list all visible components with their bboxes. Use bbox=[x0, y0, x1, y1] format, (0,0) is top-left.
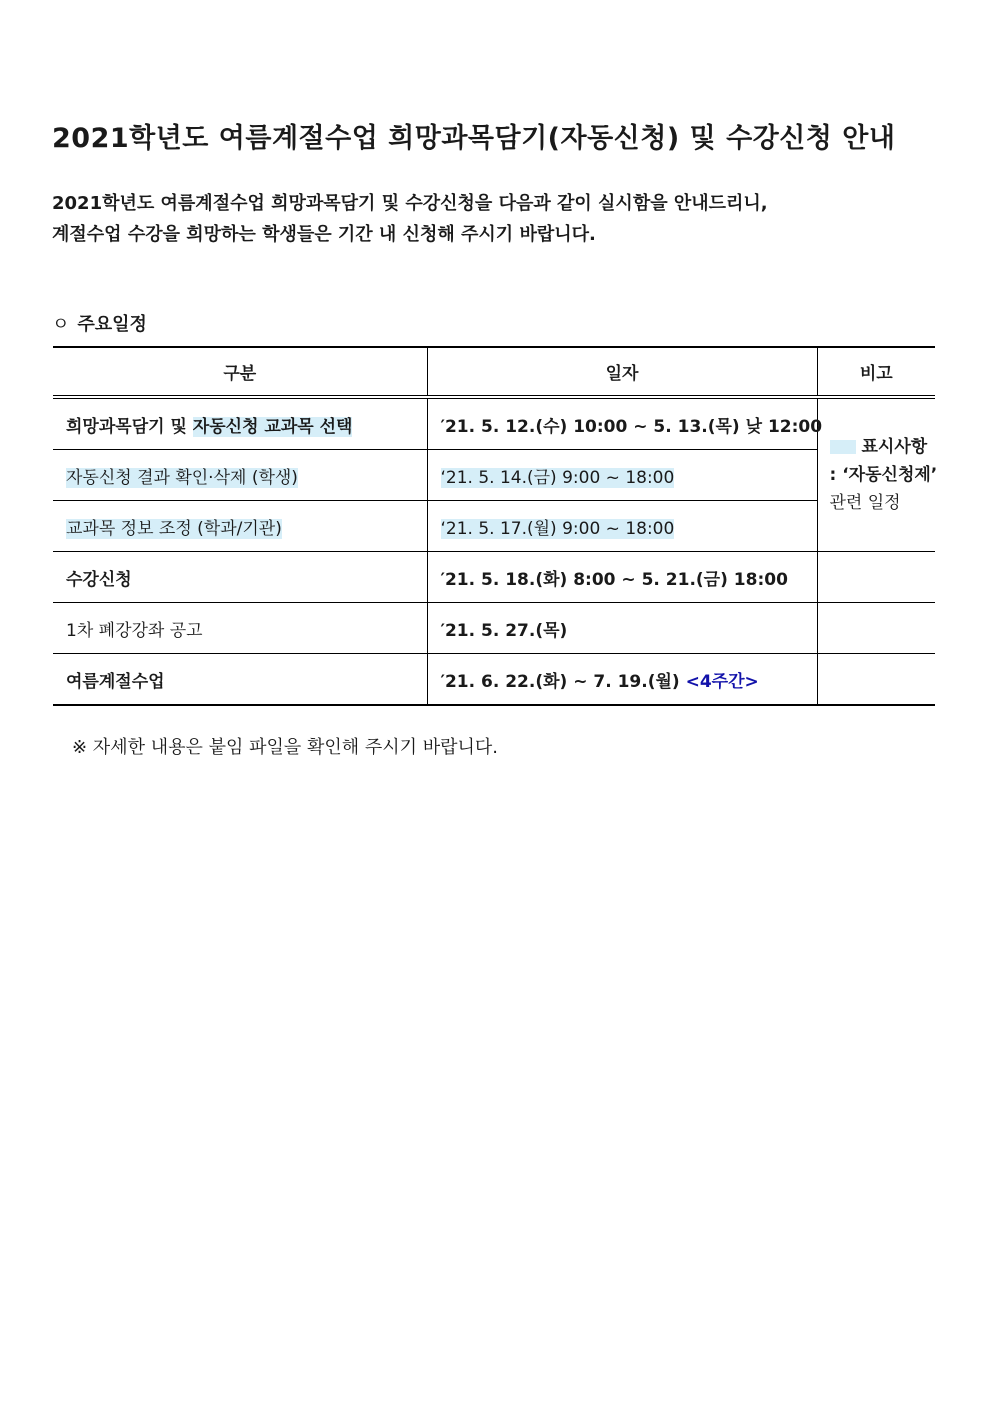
section-label: 주요일정 bbox=[77, 314, 147, 335]
schedule-table bbox=[53, 346, 938, 706]
intro-line-1: 2021학년도 여름계절수업 희망과목담기 및 수강신청을 다음과 같이 실시함을 안내드리니, bbox=[52, 193, 768, 214]
table-row bbox=[53, 450, 935, 501]
row-date bbox=[427, 654, 817, 706]
table-header-row bbox=[53, 347, 935, 397]
row-item: 여름계절수업 bbox=[53, 654, 427, 706]
row-date bbox=[427, 450, 817, 501]
highlight-swatch bbox=[830, 440, 856, 454]
section-heading bbox=[52, 310, 147, 336]
bullet-icon: ㅇ bbox=[52, 314, 70, 335]
row-date-text: ′21. 6. 22.(화) ~ 7. 19.(월) bbox=[440, 671, 680, 692]
remarks-line-2: : ‘자동신청제’ bbox=[829, 465, 938, 485]
row-item-highlight: 자동신청 교과목 선택 bbox=[192, 416, 353, 437]
row-date-highlight: ‘21. 5. 14.(금) 9:00 ~ 18:00 bbox=[440, 467, 675, 488]
row-date: ′21. 5. 12.(수) 10:00 ~ 5. 13.(목) 낮 12:00 bbox=[427, 397, 817, 450]
intro-text bbox=[52, 188, 768, 250]
row-item-highlight: 자동신청 결과 확인·삭제 (학생) bbox=[66, 467, 298, 488]
header-remarks: 비고 bbox=[817, 347, 935, 397]
row-item bbox=[53, 450, 427, 501]
remarks-line-3: 관련 일정 bbox=[829, 493, 901, 513]
intro-line-2: 계절수업 수강을 희망하는 학생들은 기간 내 신청해 주시기 바랍니다. bbox=[52, 224, 596, 245]
row-item bbox=[53, 501, 427, 552]
table-row bbox=[53, 603, 935, 654]
header-date: 일자 bbox=[427, 347, 817, 397]
header-category: 구분 bbox=[53, 347, 427, 397]
row-item-highlight: 교과목 정보 조정 (학과/기관) bbox=[66, 518, 282, 539]
row-date bbox=[427, 501, 817, 552]
table-row bbox=[53, 397, 935, 450]
row-remarks bbox=[817, 603, 935, 654]
row-item: 1차 폐강강좌 공고 bbox=[53, 603, 427, 654]
remarks-note bbox=[817, 397, 938, 552]
row-remarks bbox=[817, 654, 935, 706]
row-item: 수강신청 bbox=[53, 552, 427, 603]
page-title: 2021학년도 여름계절수업 희망과목담기(자동신청) 및 수강신청 안내 bbox=[52, 123, 896, 154]
row-date-highlight: ‘21. 5. 17.(월) 9:00 ~ 18:00 bbox=[440, 518, 675, 539]
duration-note: <4주간> bbox=[685, 671, 759, 692]
row-remarks bbox=[817, 552, 935, 603]
table-row bbox=[53, 552, 935, 603]
row-item-text: 희망과목담기 및 bbox=[66, 416, 193, 437]
footnote: ※ 자세한 내용은 붙임 파일을 확인해 주시기 바랍니다. bbox=[72, 737, 499, 758]
row-item bbox=[53, 397, 427, 450]
remarks-line-1: 표시사항 bbox=[830, 433, 936, 461]
row-date: ′21. 5. 27.(목) bbox=[427, 603, 817, 654]
row-date: ′21. 5. 18.(화) 8:00 ~ 5. 21.(금) 18:00 bbox=[427, 552, 817, 603]
table-row bbox=[53, 501, 935, 552]
table-row bbox=[53, 654, 935, 706]
